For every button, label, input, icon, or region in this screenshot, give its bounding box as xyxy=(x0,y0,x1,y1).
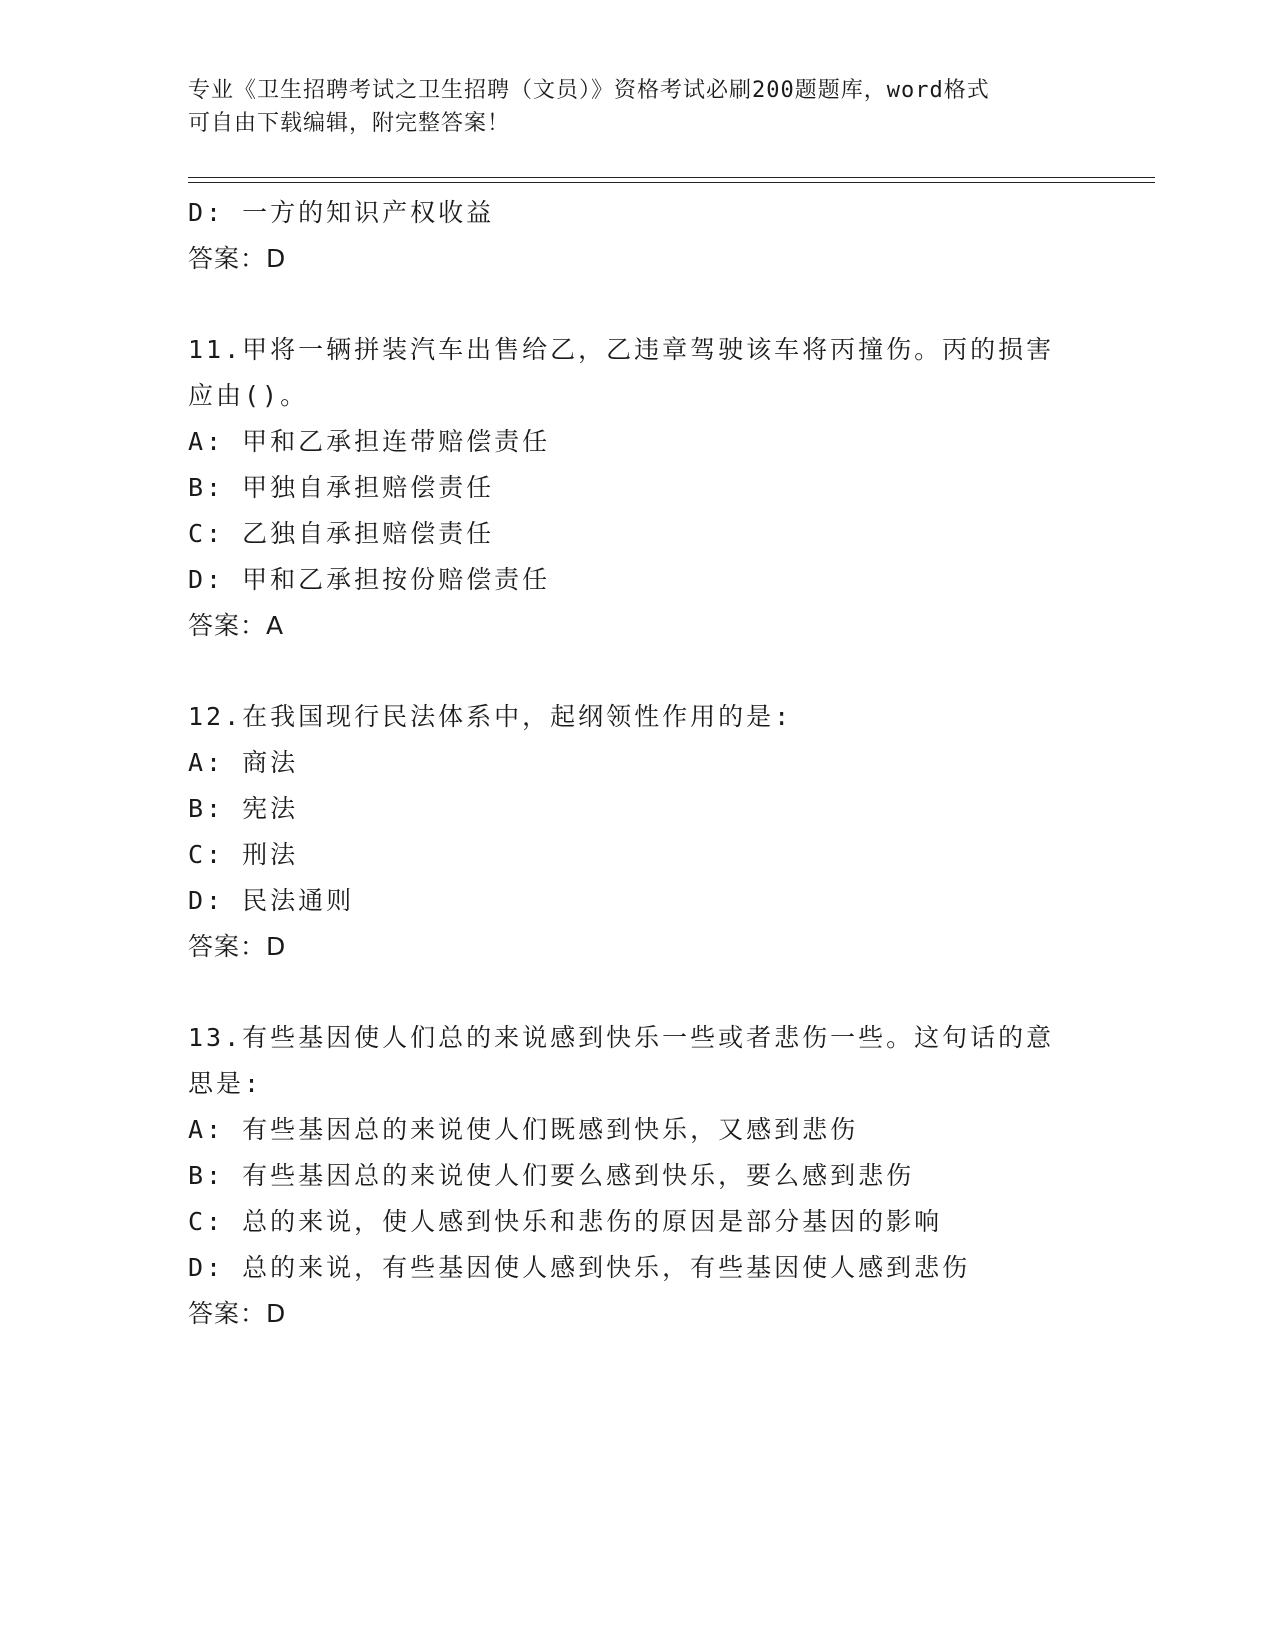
option-a: A: 有些基因总的来说使人们既感到快乐，又感到悲伤 xyxy=(188,1115,859,1144)
answer: 答案：D xyxy=(188,932,287,961)
option-b: B: 有些基因总的来说使人们要么感到快乐，要么感到悲伤 xyxy=(188,1161,915,1190)
option-d: D: 甲和乙承担按份赔偿责任 xyxy=(188,565,551,594)
spacer xyxy=(188,970,1088,1015)
spacer xyxy=(188,649,1088,694)
question-stem: 12.在我国现行民法体系中，起纲领性作用的是: xyxy=(188,702,793,731)
answer: 答案：D xyxy=(188,1299,287,1328)
option-c: C: 总的来说，使人感到快乐和悲伤的原因是部分基因的影响 xyxy=(188,1207,943,1236)
answer: 答案：A xyxy=(188,611,285,640)
option-c: C: 刑法 xyxy=(188,840,299,869)
prev-option-d: D: 一方的知识产权收益 xyxy=(188,198,495,227)
document-header xyxy=(188,74,1088,140)
header-line-1: 专业《卫生招聘考试之卫生招聘（文员）》资格考试必刷200题题库，word格式 xyxy=(188,78,990,103)
header-divider-bottom xyxy=(188,182,1155,183)
question-stem: 13.有些基因使人们总的来说感到快乐一些或者悲伤一些。这句话的意 xyxy=(188,1023,1055,1052)
question-stem-continued: 思是: xyxy=(188,1069,263,1098)
option-a: A: 商法 xyxy=(188,748,299,777)
question-11 xyxy=(188,327,1088,649)
header-divider-top xyxy=(188,177,1155,178)
header-line-2: 可自由下载编辑，附完整答案！ xyxy=(188,111,511,136)
option-d: D: 总的来说，有些基因使人感到快乐，有些基因使人感到悲伤 xyxy=(188,1253,971,1282)
option-a: A: 甲和乙承担连带赔偿责任 xyxy=(188,427,551,456)
option-c: C: 乙独自承担赔偿责任 xyxy=(188,519,495,548)
option-d: D: 民法通则 xyxy=(188,886,355,915)
option-b: B: 甲独自承担赔偿责任 xyxy=(188,473,495,502)
spacer xyxy=(188,282,1088,327)
question-list xyxy=(188,190,1088,1337)
prev-answer: 答案：D xyxy=(188,244,287,273)
question-12 xyxy=(188,694,1088,970)
question-13 xyxy=(188,1015,1088,1337)
question-stem: 11.甲将一辆拼装汽车出售给乙，乙违章驾驶该车将丙撞伤。丙的损害 xyxy=(188,335,1055,364)
question-stem-continued: 应由()。 xyxy=(188,381,309,410)
option-b: B: 宪法 xyxy=(188,794,299,823)
